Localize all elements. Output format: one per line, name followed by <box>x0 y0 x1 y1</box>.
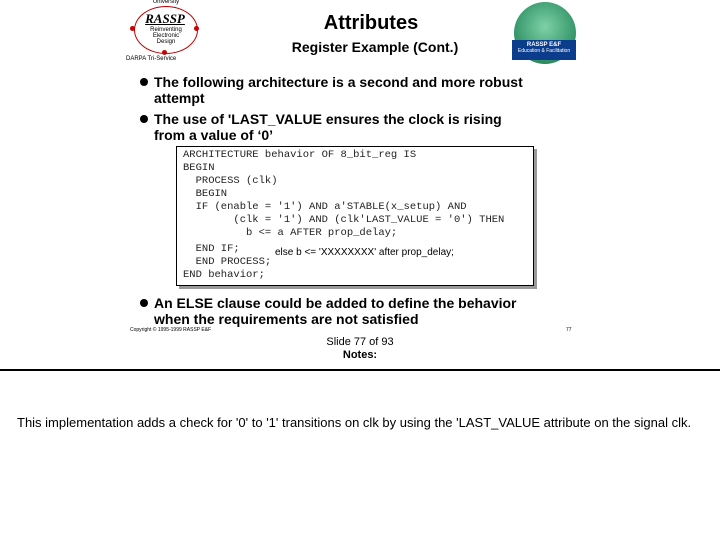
logo-dot <box>130 26 135 31</box>
bullet-text: The following architecture is a second and more robust attempt <box>154 74 523 106</box>
rassp-ef-logo <box>514 2 578 66</box>
code-line: b <= a AFTER prop_delay; <box>183 227 398 239</box>
notes-label: Notes: <box>342 349 378 361</box>
code-line: END PROCESS; <box>183 256 272 268</box>
logo-bottom-text: DARPA Tri-Service <box>126 56 177 62</box>
code-line: BEGIN <box>183 162 215 174</box>
logo-plaque-caption: Education & Facilitation <box>517 48 571 54</box>
code-line: BEGIN <box>183 188 228 200</box>
logo-plaque <box>512 40 576 60</box>
code-else-annotation: else b <= 'XXXXXXXX' after prop_delay; <box>275 247 454 258</box>
code-line: (clk = '1') AND (clk'LAST_VALUE = '0') THEN <box>183 214 505 226</box>
logo-plaque-name: RASSP E&F <box>526 42 562 48</box>
slide-copyright: Copyright © 1995-1999 RASSP E&F <box>130 327 212 333</box>
notes-text: This implementation adds a check for '0' to '1' transitions on clk by using the 'LAST_VALUE attribute on the signal clk. <box>17 415 692 430</box>
logo-tagline: Reinventing Electronic Design <box>150 27 182 45</box>
bullet-text: An ELSE clause could be added to define the behavior when the requirements are not satisfied <box>154 295 517 327</box>
logo-brand: RASSP <box>145 11 185 26</box>
bullet-item <box>154 74 534 106</box>
code-line: END IF; <box>183 243 240 255</box>
bullet-icon <box>140 299 148 307</box>
bullet-icon <box>140 115 148 123</box>
slide-page-number: 77 <box>566 327 572 333</box>
code-line: IF (enable = '1') AND a'STABLE(x_setup) AND <box>183 201 467 213</box>
bullet-text: The use of 'LAST_VALUE ensures the clock is rising from a value of ‘0’ <box>154 111 502 143</box>
code-line: PROCESS (clk) <box>183 175 278 187</box>
code-line: ARCHITECTURE behavior OF 8_bit_reg IS <box>183 149 417 161</box>
bullet-item <box>154 111 534 143</box>
logo-top-text: University <box>152 0 180 5</box>
slide-title: Attributes <box>323 12 419 34</box>
code-block <box>176 146 534 286</box>
bullet-item <box>154 295 534 327</box>
code-line: END behavior; <box>183 269 265 281</box>
slide-subtitle: Register Example (Cont.) <box>291 39 459 55</box>
slide-counter: Slide 77 of 93 <box>326 336 394 348</box>
slide-panel <box>126 0 584 340</box>
bullet-icon <box>140 78 148 86</box>
notes-divider <box>0 369 720 371</box>
